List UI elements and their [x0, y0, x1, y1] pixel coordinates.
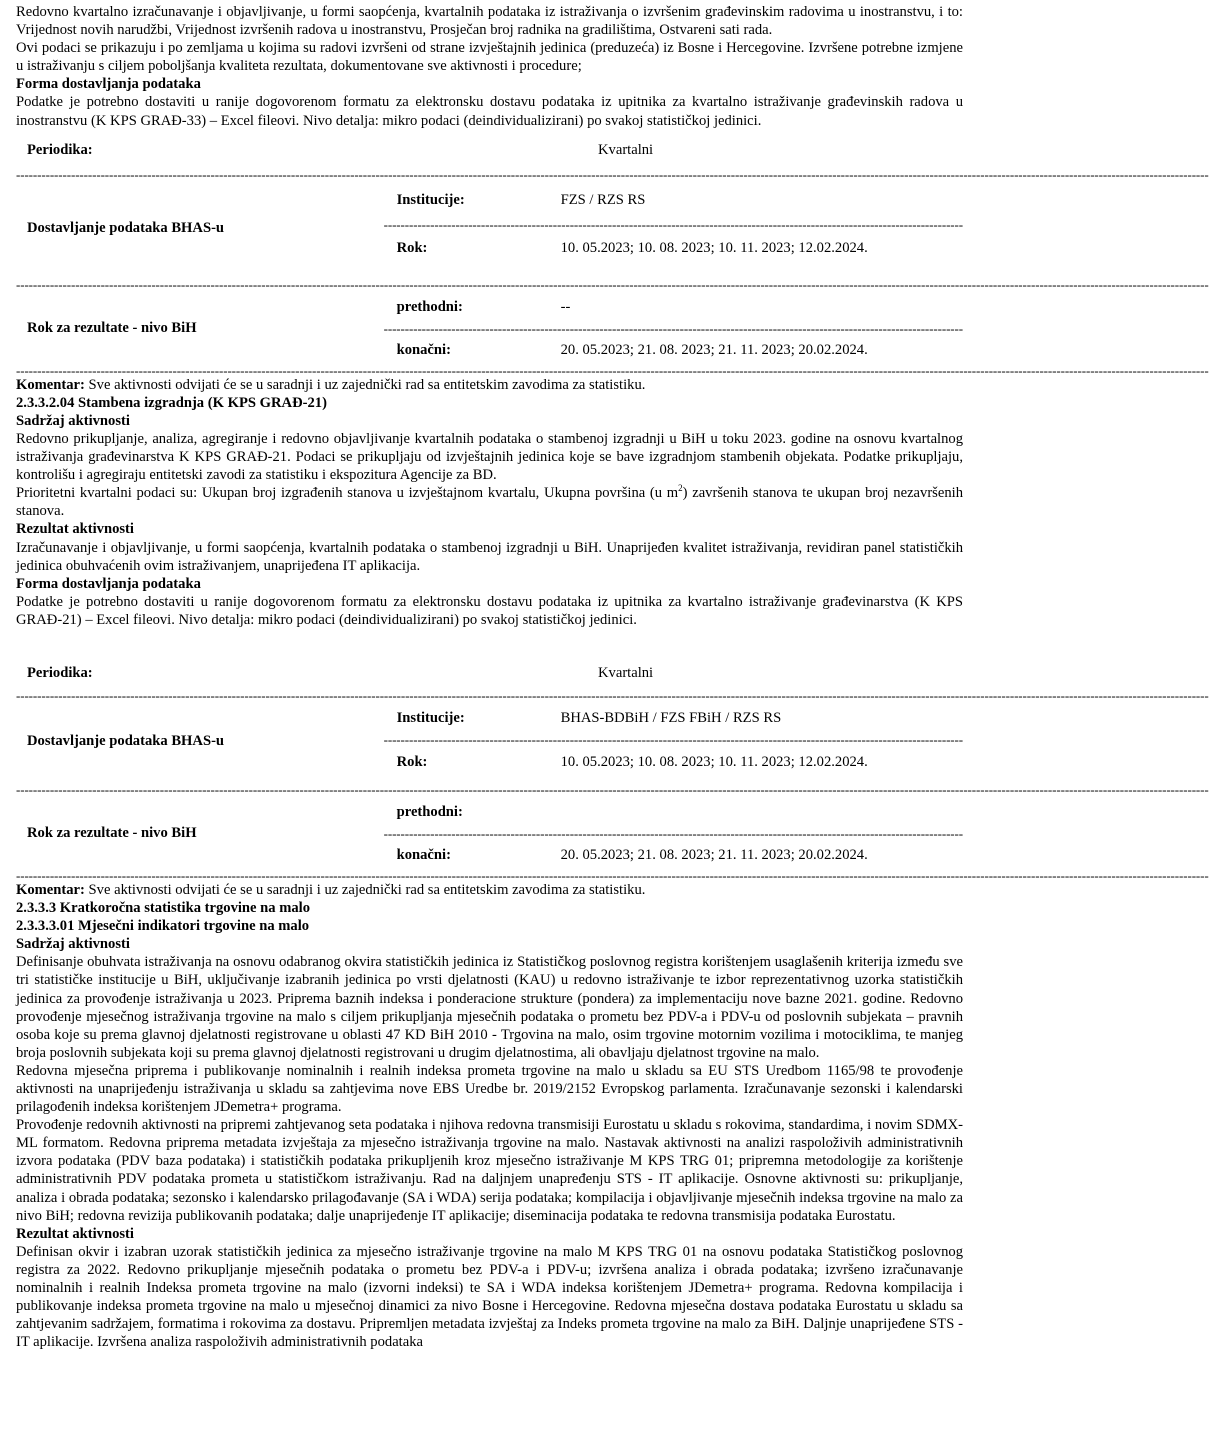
divider: ----------------------------------------------------------------------------------------------------------------------------------------- — [383, 216, 963, 232]
section-heading: Forma dostavljanja podataka — [16, 575, 201, 592]
paragraph: Redovno prikupljanje, analiza, agregiranje i redovno objavljivanje kvartalnih podataka o stambenoj izgradnji u BiH u toku 2023. godine na osnovu kvartalnog istraživanja građevinarstva K KPS GRAĐ-21. Podaci se prikupljaju od izvještajnih jedinica koje se bave izgradnjom stambenih objekata. Podatke prikupljaju, kontrolišu i agregiraju entitetski zavodi za statistiku i ekspozitura Agencije za BD. — [16, 430, 963, 484]
paragraph: Prioritetni kvartalni podaci su: Ukupan broj izgrađenih stanova u izvještajnom kvartalu, Ukupna površina (u $m^2$) završenih stanova te ukupan broj nezavršenih stanova. — [16, 483, 963, 520]
comment-label: Komentar: — [16, 376, 85, 393]
comment-text: Sve aktivnosti odvijati će se u saradnji i uz zajednički rad sa entitetskim zavodima za statistiku. — [84, 376, 646, 393]
institucije-label: Institucije: — [396, 191, 465, 208]
schedule-table-2 — [16, 655, 1209, 883]
dostavljanje-label: Dostavljanje podataka BHAS-u — [27, 219, 225, 236]
dostavljanje-row — [16, 701, 963, 781]
comment-label: Komentar: — [16, 881, 85, 898]
section-title: 2.3.3.2.04 Stambena izgradnja (K KPS GRAĐ-21) — [16, 394, 327, 411]
paragraph: Redovno kvartalno izračunavanje i objavljivanje, u formi saopćenja, kvartalnih podataka iz istraživanja o izvršenim građevinskim radovima u inostranstvu, i to: Vrijednost novih narudžbi, Vrijednost izvršenih radova u inostranstvu, Prosječan broj radnika na gradilištima, Ostvareni sati rada. — [16, 4, 963, 39]
institucije-label: Institucije: — [396, 709, 465, 726]
institucije-value: BHAS-BDBiH / FZS FBiH / RZS RS — [560, 709, 782, 726]
prethodni-label: prethodni: — [396, 803, 463, 820]
comment-text: Sve aktivnosti odvijati će se u saradnji i uz zajednički rad sa entitetskim zavodima za statistiku. — [84, 881, 646, 898]
divider: ------------------------------------------------------------------------------------------------------------------------------------------------------------------------------------------------------------------------------------------------------------------------------------------ — [16, 781, 1209, 797]
divider: ------------------------------------------------------------------------------------------------------------------------------------------------------------------------------------------------------------------------------------------------------------------------------------------ — [16, 276, 1209, 292]
rok-value: 10. 05.2023; 10. 08. 2023; 10. 11. 2023; 12.02.2024. — [560, 753, 868, 770]
rezultati-label: Rok za rezultate - nivo BiH — [27, 824, 197, 841]
comment-paragraph — [16, 376, 963, 394]
divider: ----------------------------------------------------------------------------------------------------------------------------------------- — [383, 320, 963, 336]
paragraph: Podatke je potrebno dostaviti u ranije dogovorenom formatu za elektronsku dostavu podataka iz upitnika za kvartalno istraživanje građevinarstva (K KPS GRAĐ-21) – Excel fileovi. Nivo detalja: mikro podaci (deindividualizirani) po svakoj statističkoj jedinici. — [16, 593, 963, 628]
konacni-label: konačni: — [396, 341, 451, 358]
dostavljanje-row — [16, 180, 963, 276]
rezultati-row — [16, 795, 963, 871]
section-heading: Sadržaj aktivnosti — [16, 412, 130, 429]
paragraph: Ovi podaci se prikazuju i po zemljama u kojima su radovi izvršeni od strane izvještajnih jedinica (preduzeća) iz Bosne i Hercegovine. Izvršene potrebne izmjene u istraživanju s ciljem poboljšanja kvaliteta rezultata, dokumentovane sve aktivnosti i procedure; — [16, 40, 963, 75]
paragraph: Podatke je potrebno dostaviti u ranije dogovorenom formatu za elektronsku dostavu podataka iz upitnika za kvartalno istraživanje građevinskih radova u inostranstvu (K KPS GRAĐ-33) – Excel fileovi. Nivo detalja: mikro podaci (deindividualizirani) po svakoj statističkoj jedinici. — [16, 94, 963, 129]
rok-value: 10. 05.2023; 10. 08. 2023; 10. 11. 2023; 12.02.2024. — [560, 239, 868, 256]
periodika-label: Periodika: — [27, 664, 93, 681]
konacni-label: konačni: — [396, 846, 451, 863]
section-heading: Forma dostavljanja podataka — [16, 76, 201, 93]
periodika-row — [16, 655, 963, 691]
divider: ------------------------------------------------------------------------------------------------------------------------------------------------------------------------------------------------------------------------------------------------------------------------------------------ — [16, 867, 1209, 883]
divider: ------------------------------------------------------------------------------------------------------------------------------------------------------------------------------------------------------------------------------------------------------------------------------------------ — [16, 362, 1209, 378]
institucije-value: FZS / RZS RS — [560, 191, 646, 208]
periodika-row — [16, 130, 963, 170]
paragraph: Redovna mjesečna priprema i publikovanje nominalnih i realnih indeksa prometa trgovine na malo u skladu sa EU STS Uredbom 1165/98 te provođenje aktivnosti na unaprijeđenju istraživanja u skladu sa zahtjevima nove EBS Uredbe br. 2019/2152 Evropskog parlamenta. Izračunavanje sezonski i kalendarski prilagođenih indeksa korištenjem JDemetra+ programa. — [16, 1062, 963, 1116]
periodika-value: Kvartalni — [598, 664, 654, 681]
periodika-value: Kvartalni — [598, 141, 654, 158]
konacni-value: 20. 05.2023; 21. 08. 2023; 21. 11. 2023; 20.02.2024. — [560, 846, 868, 863]
rok-label: Rok: — [396, 753, 428, 770]
schedule-table-1 — [16, 130, 1209, 378]
section-heading: Rezultat aktivnosti — [16, 1225, 134, 1242]
divider: ------------------------------------------------------------------------------------------------------------------------------------------------------------------------------------------------------------------------------------------------------------------------------------------ — [16, 166, 1209, 182]
divider: ----------------------------------------------------------------------------------------------------------------------------------------- — [383, 731, 963, 747]
section-title: 2.3.3.3.01 Mjesečni indikatori trgovine na malo — [16, 918, 310, 935]
prethodni-label: prethodni: — [396, 298, 463, 315]
paragraph: Izračunavanje i objavljivanje, u formi saopćenja, kvartalnih podataka o stambenoj izgradnji u BiH. Unaprijeđen kvalitet istraživanja, revidiran panel statističkih jedinica obuhvaćenih ovim istraživanjem, unaprijeđena IT aplikacija. — [16, 539, 963, 574]
comment-paragraph — [16, 881, 963, 899]
section-title: 2.3.3.3 Kratkoročna statistika trgovine na malo — [16, 900, 311, 917]
paragraph: Definisan okvir i izabran uzorak statističkih jedinica za mjesečno istraživanje trgovine na malo M KPS TRG 01 na osnovu podataka Statističkog poslovnog registra za 2022. Redovno prikupljanje mjesečnih podataka o prometu bez PDV-a i PDV-u; izvršena analiza i obrada podataka; izvršeno izračunavanje nominalnih i realnih Indeksa prometa trgovine na malo (izvorni indeksi) te SA i WDA indeksa korištenjem JDemetra+ programa. Redovna kompilacija i publikovanje indeksa prometa trgovine na malo u mjesečnoj dinamici za nivo Bosne i Hercegovine. Redovna mjesečna dostava podataka Eurostatu u skladu sa zahtjevanim sadržajem, formatima i rokovima za dostavu. Pripremljen metadata izvještaj za Indeks prometa trgovine na malo za BiH. Daljnje unaprijeđene STS - IT aplikacije. Izvršena analiza raspoloživih administrativnih podataka — [16, 1243, 963, 1351]
rezultati-label: Rok za rezultate - nivo BiH — [27, 319, 197, 336]
paragraph: Definisanje obuhvata istraživanja na osnovu odabranog okvira statističkih jedinica iz Statističkog poslovnog registra korištenjem usaglašenih kriterija između sve tri statističke institucije u BiH, uključivanje izabranih jedinica po vrsti djelatnosti (KAU) u redovno istraživanje te izbor reprezentativnog uzorka statističkih jedinica za provođenje istraživanja u 2023. Priprema baznih indeksa i ponderacione strukture (pondera) za implementaciju nove bazne 2021. godine. Redovno provođenje mjesečnog istraživanja trgovine na malo s ciljem prikupljanja mjesečnih podataka o prometu bez PDV-a i PDV-u od poslovnih subjekata – pravnih osoba koje su prema glavnoj djelatnosti registrovane u oblasti 47 KD BiH 2010 - Trgovina na malo, osim trgovine motornim vozilima i motociklima, te manjeg broja poslovnih subjekata koji su prema glavnoj djelatnosti registrovani u drugim djelatnostima, ali obavljaju djelatnost trgovine na malo. — [16, 954, 963, 1061]
prethodni-value: -- — [560, 298, 571, 315]
dostavljanje-label: Dostavljanje podataka BHAS-u — [27, 732, 225, 749]
section-heading: Sadržaj aktivnosti — [16, 936, 130, 953]
rok-label: Rok: — [396, 239, 428, 256]
divider: ----------------------------------------------------------------------------------------------------------------------------------------- — [383, 825, 963, 841]
periodika-label: Periodika: — [27, 141, 93, 158]
konacni-value: 20. 05.2023; 21. 08. 2023; 21. 11. 2023; 20.02.2024. — [560, 341, 868, 358]
paragraph: Provođenje redovnih aktivnosti na pripremi zahtjevanog seta podataka i njihova redovna transmisiji Eurostatu u skladu s rokovima, standardima, i novim SDMX-ML formatom. Redovna priprema metadata izvještaja za mjesečno istraživanja trgovine na malo. Nastavak aktivnosti na analizi raspoloživih administrativnih izvora podataka (PDV baza podataka) i statističkih podataka prikupljenih kroz mjesečno istraživanje M KPS TRG 01; pripremna metodologije za korištenje administrativnih PDV podataka prometa u statističkom istraživanju. Rad na daljnjem unapređenju STS - IT aplikacije. Osnovne aktivnosti su: prikupljanje, analiza i obrada podataka; sezonsko i kalendarsko prilagođavanje (SA i WDA) serija podataka; kompilacija i objavljivanje mjesečnih indeksa trgovine na malo za nivo BiH; redovna revizija publikovanih podataka; dalje unaprijeđenje IT aplikacije; diseminacija podataka te redovna transmisija podataka Eurostatu. — [16, 1117, 963, 1224]
rezultati-row — [16, 290, 963, 366]
section-heading: Rezultat aktivnosti — [16, 521, 134, 538]
divider: ------------------------------------------------------------------------------------------------------------------------------------------------------------------------------------------------------------------------------------------------------------------------------------------ — [16, 687, 1209, 703]
